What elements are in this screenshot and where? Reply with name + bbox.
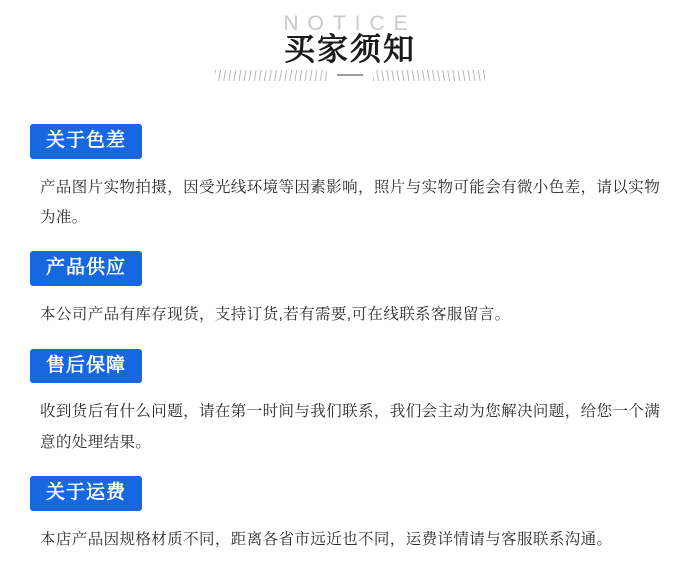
page-title-english: NOTICE: [283, 12, 417, 35]
hatch-left-icon: [215, 70, 327, 81]
section-color-difference: [30, 124, 670, 233]
section-badge-after-sales: 售后保障: [30, 349, 142, 384]
section-product-supply: [30, 251, 670, 330]
section-badge-product-supply: 产品供应: [30, 251, 142, 286]
section-badge-shipping-fee: 关于运费: [30, 476, 142, 511]
page-header: [0, 0, 700, 100]
notice-sections: [0, 100, 700, 555]
page-title: 买家须知: [284, 32, 416, 67]
hatch-right-icon: [373, 70, 485, 81]
section-text-shipping-fee: 本店产品因规格材质不同，距离各省市远近也不同，运费详情请与客服联系沟通。: [40, 530, 613, 548]
section-shipping-fee: [30, 476, 670, 555]
title-decoration: [0, 68, 700, 82]
dash-icon: [337, 74, 363, 76]
section-text-product-supply: 本公司产品有库存现货，支持订货,若有需要,可在线联系客服留言。: [40, 306, 511, 324]
section-badge-color-difference: 关于色差: [30, 124, 142, 159]
section-text-after-sales: 收到货后有什么问题，请在第一时间与我们联系，我们会主动为您解决问题，给您一个满意的处理结果。: [40, 403, 661, 451]
section-text-color-difference: 产品图片实物拍摄，因受光线环境等因素影响，照片与实物可能会有微小色差，请以实物为准。: [40, 178, 661, 227]
section-after-sales: [30, 349, 670, 458]
